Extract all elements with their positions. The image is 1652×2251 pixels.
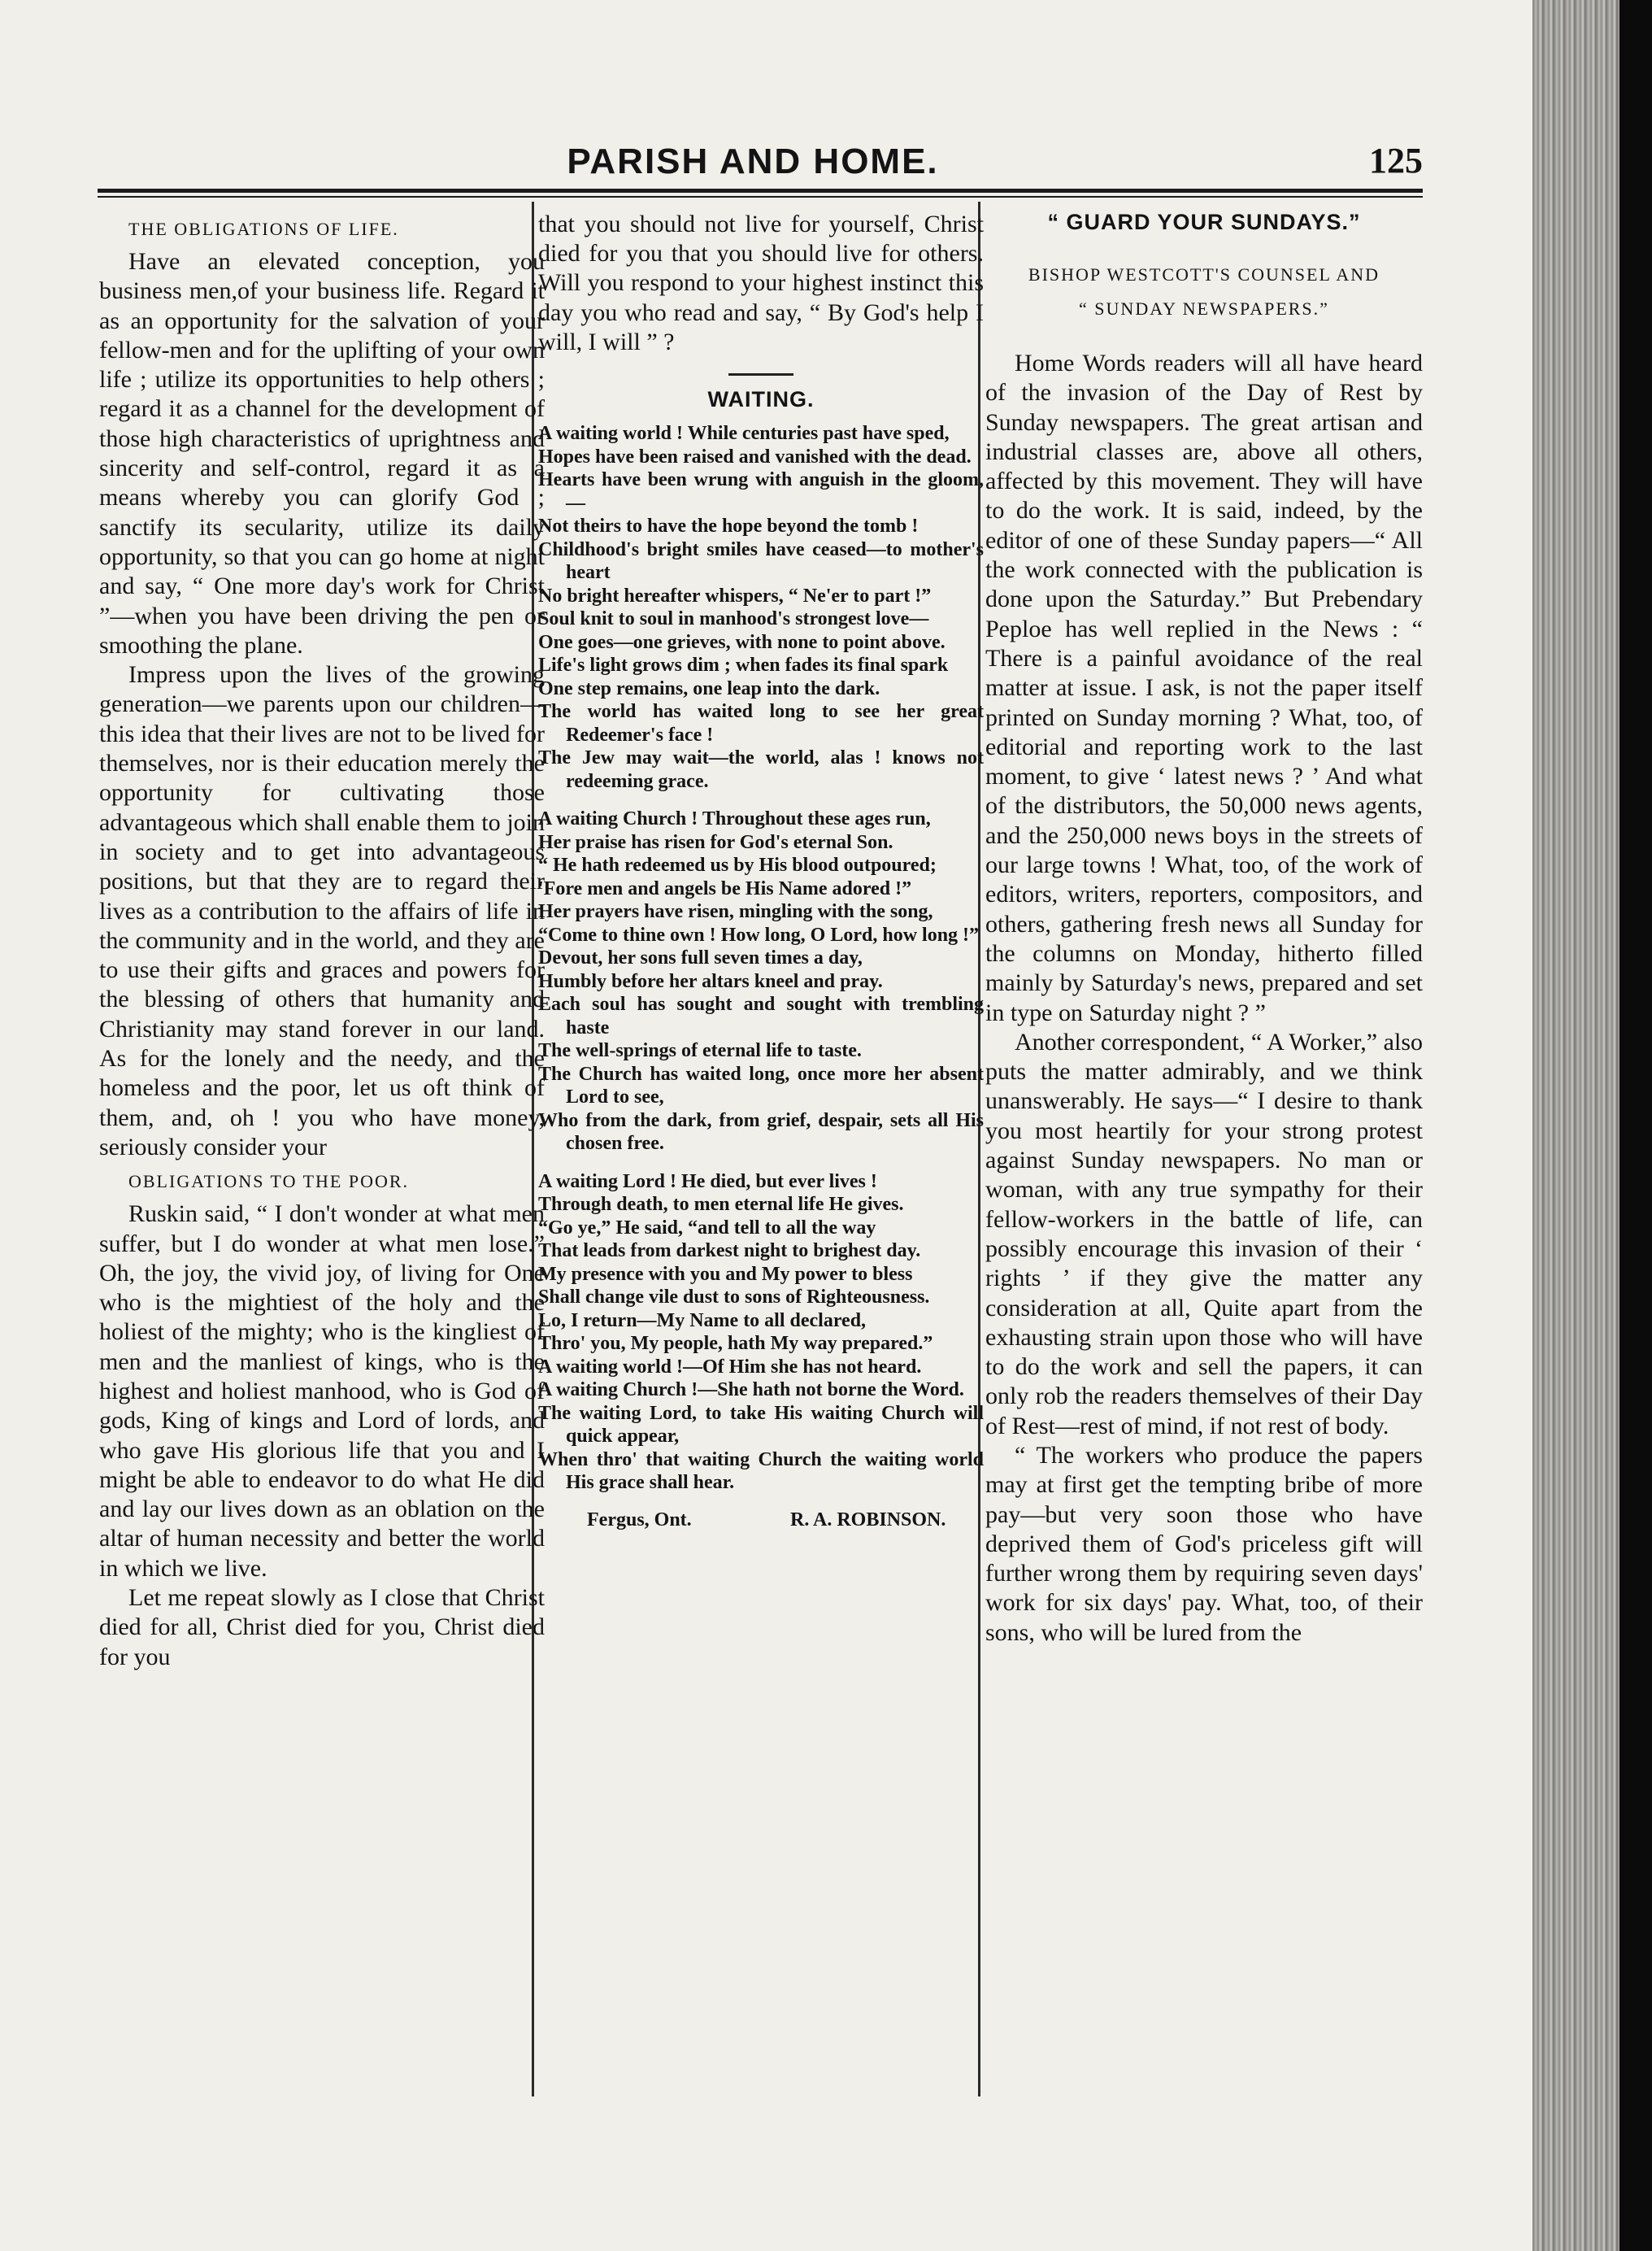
subtitle-line-1: BISHOP WESTCOTT'S COUNSEL AND bbox=[1028, 264, 1380, 285]
column-3 bbox=[985, 210, 1423, 1648]
paragraph: Another correspondent, “ A Worker,” also puts the matter admirably, and we think unanswerably. He says—“ I desire to thank you most heartily for your strong protest against Sunday newspapers. No man or woman, with any true sympathy for their fellow-workers in the battle of life, can possibly encourage this invasion of their ‘ rights ’ if they give the matter any consideration at all, Quite apart from the exhausting strain upon those who will have to do the work and sell the papers, it can only rob the readers themselves of their Day of Rest—rest of mind, if not rest of body. bbox=[985, 1028, 1423, 1439]
verse-line: The Church has waited long, once more her absent Lord to see, bbox=[538, 1063, 984, 1108]
poem-title: WAITING. bbox=[707, 387, 815, 412]
verse-line: A waiting Lord ! He died, but ever lives ! bbox=[538, 1170, 877, 1192]
paragraph: Ruskin said, “ I don't wonder at what men suffer, but I do wonder at what men lose.” Oh, the joy, the vivid joy, of living for One who is the mightiest of the holy and the holiest of the mighty; who is the kingliest of men and the manliest of kings, who is the highest and holiest manhood, who is God of gods, King of kings and Lord of lords, and who gave His glorious life that you and I might be able to endeavor to do what He did and lay our lives down as an oblation on the altar of human necessity and better the world in which we live. bbox=[99, 1200, 545, 1582]
verse-line: The well-springs of eternal life to taste. bbox=[538, 1040, 862, 1062]
verse-line: Soul knit to soul in manhood's strongest love— bbox=[538, 608, 929, 630]
verse-line: “Go ye,” He said, “and tell to all the way bbox=[538, 1217, 876, 1239]
verse-line: The waiting Lord, to take His waiting Church will quick appear, bbox=[538, 1402, 984, 1448]
verse-line: Shall change vile dust to sons of Righteousness. bbox=[538, 1287, 930, 1308]
verse-line: Who from the dark, from grief, despair, sets all His chosen free. bbox=[538, 1109, 984, 1155]
signature-author: R. A. ROBINSON. bbox=[790, 1509, 946, 1530]
verse-line: That leads from darkest night to brighest day. bbox=[538, 1240, 921, 1262]
verse-line: Humbly before her altars kneel and pray. bbox=[538, 970, 883, 992]
poem-stanza-3 bbox=[538, 1170, 984, 1495]
signature-place: Fergus, Ont. bbox=[587, 1509, 692, 1530]
verse-line: Childhood's bright smiles have ceased—to mother's heart bbox=[538, 538, 984, 584]
verse-line: Not theirs to have the hope beyond the tomb ! bbox=[538, 516, 919, 538]
paragraph: Home Words readers will all have heard of the invasion of the Day of Rest by Sunday newspapers. The great artisan and industrial classes are, above all others, affected by this movement. They will have to do the work. It is said, indeed, by the editor of one of these Sunday papers—“ All the work connected with the publication is done upon the Saturday.” But Prebendary Peploe has well replied in the News : “ There is a painful avoidance of the real matter at issue. I ask, is not the paper itself printed on Sunday morning ? What, too, of editorial and reporting work to the last moment, to give ‘ latest news ? ’ And what of the distributors, the 50,000 news agents, and the 250,000 news boys in the streets of our large towns ! What, too, of the work of editors, writers, reporters, compositors, and others, gathering fresh news all Sunday for the columns on Monday, hitherto filled mainly by Saturday's news, prepared and set in type on Saturday night ? ” bbox=[985, 350, 1423, 1026]
paragraph: Let me repeat slowly as I close that Christ died for all, Christ died for you, Christ died for you bbox=[99, 1584, 545, 1670]
verse-line: My presence with you and My power to bless bbox=[538, 1263, 913, 1285]
poem-stanza-1 bbox=[538, 422, 984, 793]
book-page-edges bbox=[1532, 0, 1652, 2251]
article-title: “ GUARD YOUR SUNDAYS.” bbox=[1047, 210, 1361, 234]
verse-line: A waiting world ! While centuries past have sped, bbox=[538, 423, 950, 445]
header-rule bbox=[98, 189, 1423, 193]
verse-line: A waiting Church ! Throughout these ages run, bbox=[538, 808, 931, 830]
verse-line: A waiting world !—Of Him she has not heard. bbox=[538, 1356, 922, 1378]
article-subtitle bbox=[985, 258, 1423, 326]
verse-line: Each soul has sought and sought with trembling haste bbox=[538, 994, 984, 1038]
verse-line: Through death, to men eternal life He gives. bbox=[538, 1194, 904, 1216]
poem-signature bbox=[538, 1509, 984, 1531]
verse-line: “ He hath redeemed us by His blood outpoured; bbox=[538, 855, 937, 877]
verse-line: No bright hereafter whispers, “ Ne'er to part !” bbox=[538, 585, 932, 607]
verse-line: Hopes have been raised and vanished with the dead. bbox=[538, 446, 972, 468]
verse-line: Lo, I return—My Name to all declared, bbox=[538, 1309, 867, 1331]
poem-stanza-2 bbox=[538, 808, 984, 1156]
verse-line: Life's light grows dim ; when fades its final spark bbox=[538, 655, 949, 677]
verse-line: When thro' that waiting Church the waiting world His grace shall hear. bbox=[538, 1448, 984, 1494]
verse-line: 'Fore men and angels be His Name adored !” bbox=[538, 877, 912, 899]
column-1 bbox=[99, 210, 545, 1672]
section-heading-obligations-to-poor: OBLIGATIONS TO THE POOR. bbox=[128, 1171, 410, 1192]
verse-line: Her praise has risen for God's eternal Son. bbox=[538, 831, 893, 853]
paragraph: Have an elevated conception, you business men,of your business life. Regard it as an opportunity for the salvation of your fellow-men and for the uplifting of your own life ; utilize its opportunities to help others ; regard it as a channel for the development of those high characteristics of uprightness and sincerity and self-control, regard it as a means whereby you can glorify God ; sanctify its secularity, utilize its daily opportunity, so that you can go home at night and say, “ One more day's work for Christ ”—when you have been driving the pen or smoothing the plane. bbox=[99, 248, 545, 659]
verse-line: A waiting Church !—She hath not borne the Word. bbox=[538, 1379, 964, 1401]
subtitle-line-2: “ SUNDAY NEWSPAPERS.” bbox=[1079, 298, 1329, 319]
paragraph: “ The workers who produce the papers may at first get the tempting bribe of more pay—but very soon those who have deprived them of God's priceless gift will further wrong them by requiring seven days' work for six days' pay. What, too, of their sons, who will be lured from the bbox=[985, 1441, 1423, 1646]
verse-line: “Come to thine own ! How long, O Lord, how long !” bbox=[538, 924, 980, 946]
verse-line: Thro' you, My people, hath My way prepared.” bbox=[538, 1333, 933, 1355]
header-rule-thin bbox=[98, 196, 1423, 198]
verse-line: One goes—one grieves, with none to point above. bbox=[538, 631, 946, 653]
verse-line: Her prayers have risen, mingling with the song, bbox=[538, 901, 933, 923]
column-2 bbox=[538, 210, 984, 1531]
paragraph: Impress upon the lives of the growing generation—we parents upon our children—this idea that their lives are not to be lived for themselves, nor is their education merely the opportunity for cultivating those advantageous which shall enable them to join in society and to get into advantageous positions, but that they are to regard their lives as a contribution to the affairs of life in the community and in the world, and they are to use their gifts and graces and powers for the blessing of others that humanity and Christianity may stand forever in our land. As for the lonely and the needy, and the homeless and the poor, let us oft think of them, and, oh ! you who have money, seriously consider your bbox=[99, 661, 545, 1160]
verse-line: The world has waited long to see her great Redeemer's face ! bbox=[538, 701, 984, 746]
verse-line: The Jew may wait—the world, alas ! knows not redeeming grace. bbox=[538, 747, 984, 792]
verse-line: Devout, her sons full seven times a day, bbox=[538, 947, 863, 969]
running-head: PARISH AND HOME. bbox=[567, 142, 939, 181]
verse-line: Hearts have been wrung with anguish in the gloom,— bbox=[538, 469, 984, 514]
verse-line: One step remains, one leap into the dark. bbox=[538, 677, 880, 699]
paragraph-continued: that you should not live for yourself, Christ died for you that you should live for others. Will you respond to your highest instinct this day you who read and say, “ By God's help I will, I will ” ? bbox=[538, 211, 984, 355]
section-heading-obligations-of-life: THE OBLIGATIONS OF LIFE. bbox=[128, 219, 399, 239]
short-rule bbox=[728, 373, 793, 376]
page-number: 125 bbox=[1369, 141, 1423, 181]
